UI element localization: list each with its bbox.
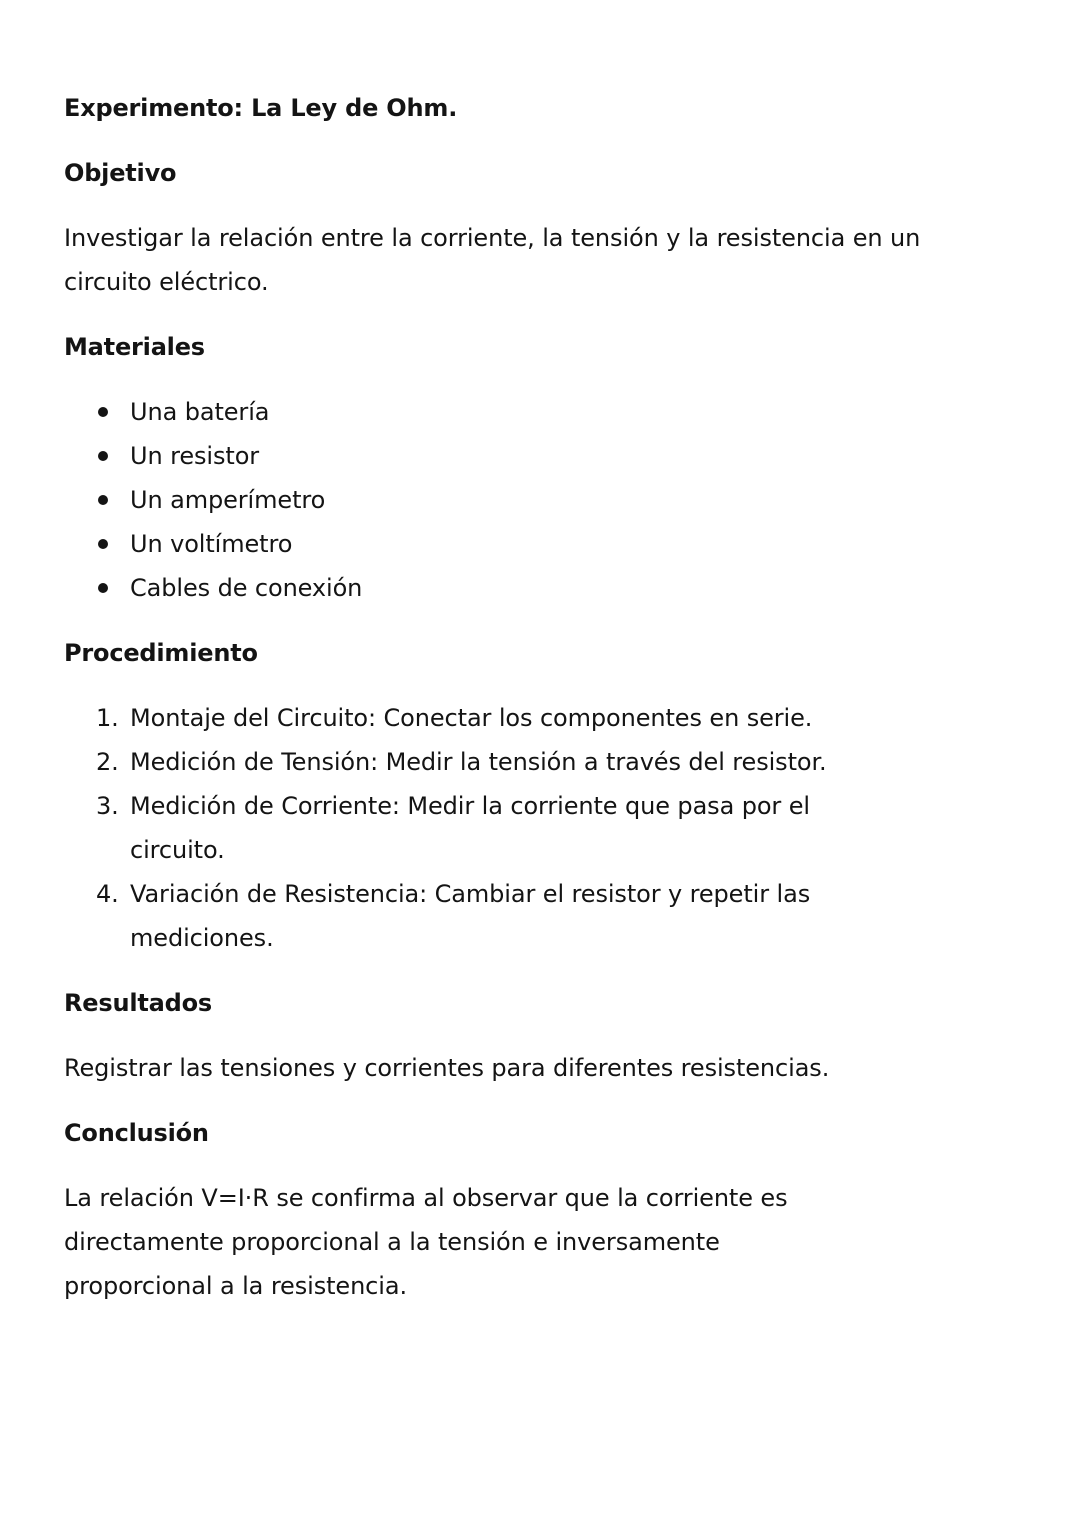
procedure-list (64, 696, 964, 960)
list-item (64, 434, 964, 478)
step-number: 3. (96, 792, 119, 820)
step-text: Medición de Corriente: Medir la corriente que pasa por el circuito. (130, 792, 810, 864)
list-item (64, 478, 964, 522)
procedure-heading: Procedimiento (64, 639, 258, 667)
materials-heading: Materiales (64, 333, 205, 361)
list-item (64, 784, 890, 872)
list-item-text: Un amperímetro (130, 486, 326, 514)
step-number: 4. (96, 880, 119, 908)
list-item (64, 566, 964, 610)
list-item (64, 390, 964, 434)
document-page (64, 86, 964, 1329)
conclusion-text (64, 1176, 964, 1308)
conclusion-line: La relación V=I·R se confirma al observar que la corriente es (64, 1184, 788, 1212)
list-item (64, 872, 890, 960)
objective-heading: Objetivo (64, 159, 177, 187)
bullet-icon (98, 451, 108, 461)
materials-list (64, 390, 964, 610)
step-text: Variación de Resistencia: Cambiar el resistor y repetir las mediciones. (130, 880, 811, 952)
results-text: Registrar las tensiones y corrientes para diferentes resistencias. (64, 1054, 830, 1082)
bullet-icon (98, 407, 108, 417)
bullet-icon (98, 495, 108, 505)
list-item-text: Un voltímetro (130, 530, 293, 558)
list-item-text: Cables de conexión (130, 574, 363, 602)
step-number: 1. (96, 704, 119, 732)
list-item-text: Una batería (130, 398, 270, 426)
bullet-icon (98, 539, 108, 549)
step-text: Montaje del Circuito: Conectar los componentes en serie. (130, 704, 813, 732)
list-item (64, 740, 890, 784)
conclusion-line: proporcional a la resistencia. (64, 1272, 407, 1300)
results-heading: Resultados (64, 989, 212, 1017)
document-title: Experimento: La Ley de Ohm. (64, 94, 458, 122)
conclusion-heading: Conclusión (64, 1119, 209, 1147)
list-item (64, 696, 890, 740)
objective-text: Investigar la relación entre la corriente, la tensión y la resistencia en un circuito eléctrico. (64, 224, 921, 296)
step-number: 2. (96, 748, 119, 776)
list-item-text: Un resistor (130, 442, 260, 470)
step-text: Medición de Tensión: Medir la tensión a través del resistor. (130, 748, 827, 776)
list-item (64, 522, 964, 566)
conclusion-line: directamente proporcional a la tensión e inversamente (64, 1228, 720, 1256)
bullet-icon (98, 583, 108, 593)
